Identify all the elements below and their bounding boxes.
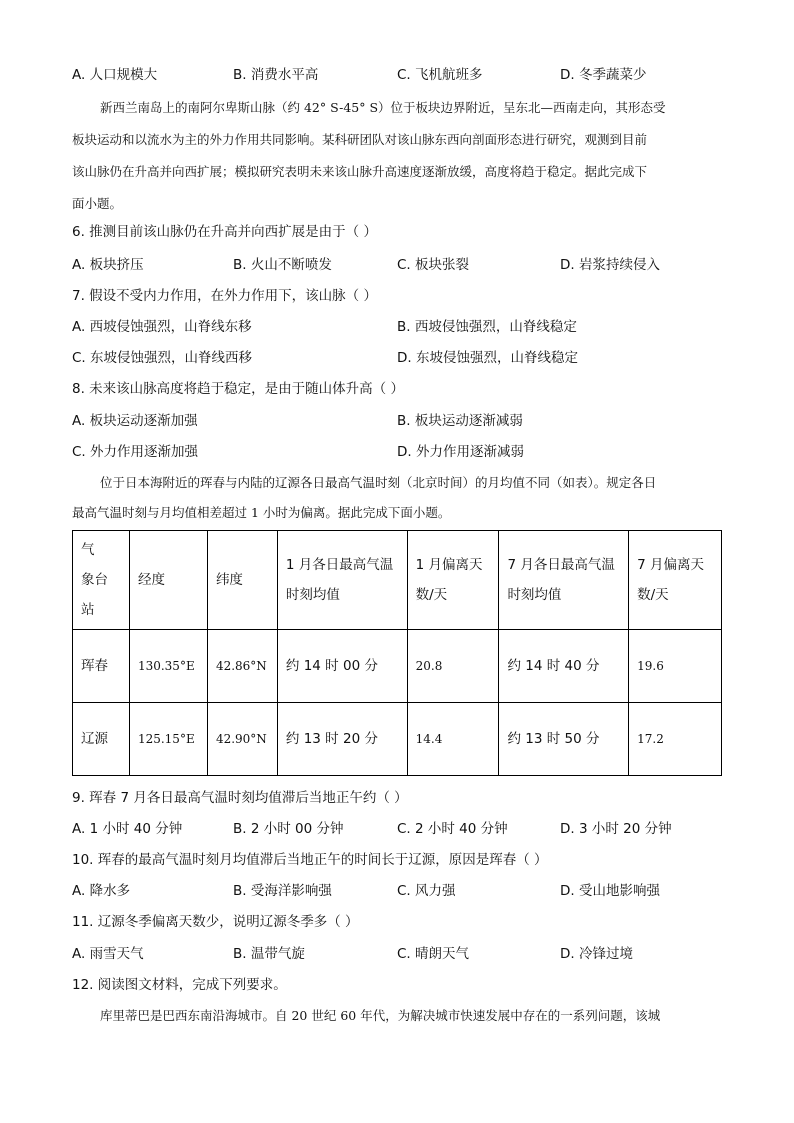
q6-option-a: A. 板块挤压 — [72, 257, 144, 273]
table-header-cell: 7 月各日最高气温时刻均值 — [499, 531, 629, 630]
passage2-line: 位于日本海附近的珲春与内陆的辽源各日最高气温时刻（北京时间）的月均值不同（如表）。规定各日 — [100, 475, 657, 490]
q8-option-d: D. 外力作用逐渐减弱 — [397, 444, 524, 460]
table-cell: 42.86°N — [207, 630, 277, 703]
table-header-cell: 纬度 — [207, 531, 277, 630]
q9-option-a: A. 1 小时 40 分钟 — [72, 821, 183, 837]
q8-stem: 8. 未来该山脉高度将趋于稳定，是由于随山体升高（ ） — [72, 381, 404, 397]
q12-text: 库里蒂巴是巴西东南沿海城市。自 20 世纪 60 年代，为解决城市快速发展中存在的一系列问题，该城 — [100, 1008, 661, 1023]
q12-stem: 12. 阅读图文材料，完成下列要求。 — [72, 977, 287, 993]
table-header-cell: 1 月偏离天数/天 — [407, 531, 499, 630]
table-cell: 14.4 — [407, 703, 499, 776]
passage1-line: 该山脉仍在升高并向西扩展；模拟研究表明未来该山脉升高速度逐渐放缓，高度将趋于稳定。据此完成下 — [72, 164, 648, 179]
q6-option-c: C. 板块张裂 — [397, 257, 470, 273]
q8-option-a: A. 板块运动逐渐加强 — [72, 413, 198, 429]
passage1-line: 面小题。 — [72, 196, 123, 211]
q10-stem: 10. 珲春的最高气温时刻月均值滞后当地正午的时间长于辽源，原因是珲春（ ） — [72, 852, 548, 868]
passage1-line: 板块运动和以流水为主的外力作用共同影响。某科研团队对该山脉东西向剖面形态进行研究，观测到目前 — [72, 132, 648, 147]
table-cell: 17.2 — [629, 703, 722, 776]
q11-option-b: B. 温带气旋 — [233, 946, 305, 962]
q9-option-d: D. 3 小时 20 分钟 — [560, 821, 672, 837]
q8-option-b: B. 板块运动逐渐减弱 — [397, 413, 523, 429]
table-cell: 20.8 — [407, 630, 499, 703]
q8-option-c: C. 外力作用逐渐加强 — [72, 444, 199, 460]
climate-station-table — [72, 530, 722, 776]
table-cell: 约 14 时 40 分 — [499, 630, 629, 703]
table-row — [73, 703, 722, 776]
q6-stem: 6. 推测目前该山脉仍在升高并向西扩展是由于（ ） — [72, 224, 377, 240]
table-header-cell: 7 月偏离天数/天 — [629, 531, 722, 630]
q5-option-a: A. 人口规模大 — [72, 67, 158, 83]
table-cell: 珲春 — [73, 630, 130, 703]
q7-stem: 7. 假设不受内力作用，在外力作用下，该山脉（ ） — [72, 288, 377, 304]
q9-option-c: C. 2 小时 40 分钟 — [397, 821, 508, 837]
table-cell: 约 13 时 50 分 — [499, 703, 629, 776]
q10-option-a: A. 降水多 — [72, 883, 131, 899]
q11-stem: 11. 辽源冬季偏离天数少，说明辽源冬季多（ ） — [72, 914, 359, 930]
table-cell: 辽源 — [73, 703, 130, 776]
table-header-cell: 经度 — [129, 531, 207, 630]
passage1-line: 新西兰南岛上的南阿尔卑斯山脉（约 42° S-45° S）位于板块边界附近，呈东北—西南走向，其形态受 — [100, 100, 666, 115]
q9-option-b: B. 2 小时 00 分钟 — [233, 821, 344, 837]
q10-option-b: B. 受海洋影响强 — [233, 883, 332, 899]
table-cell: 42.90°N — [207, 703, 277, 776]
q10-option-d: D. 受山地影响强 — [560, 883, 660, 899]
table-row — [73, 630, 722, 703]
table-cell: 约 13 时 20 分 — [277, 703, 407, 776]
table-header-cell: 1 月各日最高气温时刻均值 — [277, 531, 407, 630]
q11-option-c: C. 晴朗天气 — [397, 946, 470, 962]
table-header-cell: 气 象台站 — [73, 531, 130, 630]
table-cell: 130.35°E — [129, 630, 207, 703]
q10-option-c: C. 风力强 — [397, 883, 456, 899]
q5-option-b: B. 消费水平高 — [233, 67, 319, 83]
table-cell: 125.15°E — [129, 703, 207, 776]
q5-option-c: C. 飞机航班多 — [397, 67, 483, 83]
q5-option-d: D. 冬季蔬菜少 — [560, 67, 647, 83]
q7-option-d: D. 东坡侵蚀强烈，山脊线稳定 — [397, 350, 578, 366]
q11-option-a: A. 雨雪天气 — [72, 946, 144, 962]
table-cell: 19.6 — [629, 630, 722, 703]
q7-option-c: C. 东坡侵蚀强烈，山脊线西移 — [72, 350, 253, 366]
q6-option-d: D. 岩浆持续侵入 — [560, 257, 660, 273]
table-cell: 约 14 时 00 分 — [277, 630, 407, 703]
q7-option-b: B. 西坡侵蚀强烈，山脊线稳定 — [397, 319, 577, 335]
q7-option-a: A. 西坡侵蚀强烈，山脊线东移 — [72, 319, 252, 335]
table-header-row — [73, 531, 722, 630]
q6-option-b: B. 火山不断喷发 — [233, 257, 332, 273]
q11-option-d: D. 冷锋过境 — [560, 946, 633, 962]
passage2-line: 最高气温时刻与月均值相差超过 1 小时为偏离。据此完成下面小题。 — [72, 505, 451, 520]
q9-stem: 9. 珲春 7 月各日最高气温时刻均值滞后当地正午约（ ） — [72, 790, 408, 806]
